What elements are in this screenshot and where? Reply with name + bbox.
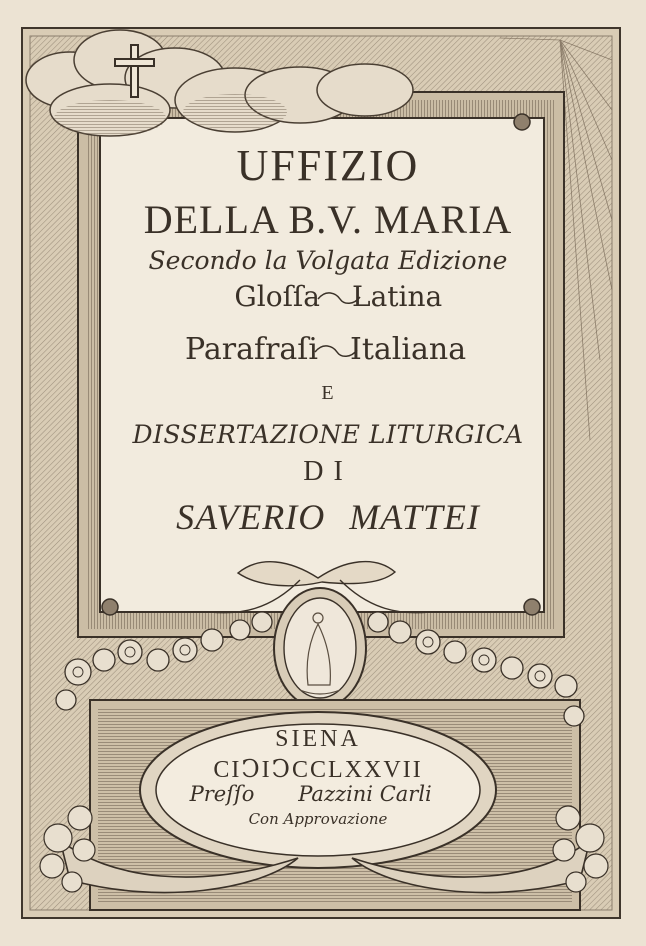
imprint-publisher: Pazzini Carli (298, 782, 432, 806)
author-name: SAVERIO MATTEI (176, 497, 480, 537)
imprint-city: SIENA (275, 726, 361, 752)
gloss-left: Gloſſa (234, 280, 320, 313)
title-line-2: DELLA B.V. MARIA (143, 197, 513, 242)
imprint-approval: Con Approvazione (248, 810, 388, 828)
paraphrase-left: Parafraſi (185, 332, 318, 367)
by-line: DI (303, 456, 353, 487)
conjunction: E (321, 382, 335, 404)
dissertation-line: DISSERTAZIONE LITURGICA (132, 420, 524, 449)
gloss-right: Latina (352, 280, 443, 313)
paraphrase-right: Italiana (350, 332, 467, 367)
imprint-publisher-prefix: Preſſo (189, 782, 255, 806)
subtitle: Secondo la Volgata Edizione (148, 246, 508, 275)
imprint-year: CIↃIↃCCLXXVII (213, 757, 423, 783)
title-line-1: UFFIZIO (236, 141, 420, 190)
